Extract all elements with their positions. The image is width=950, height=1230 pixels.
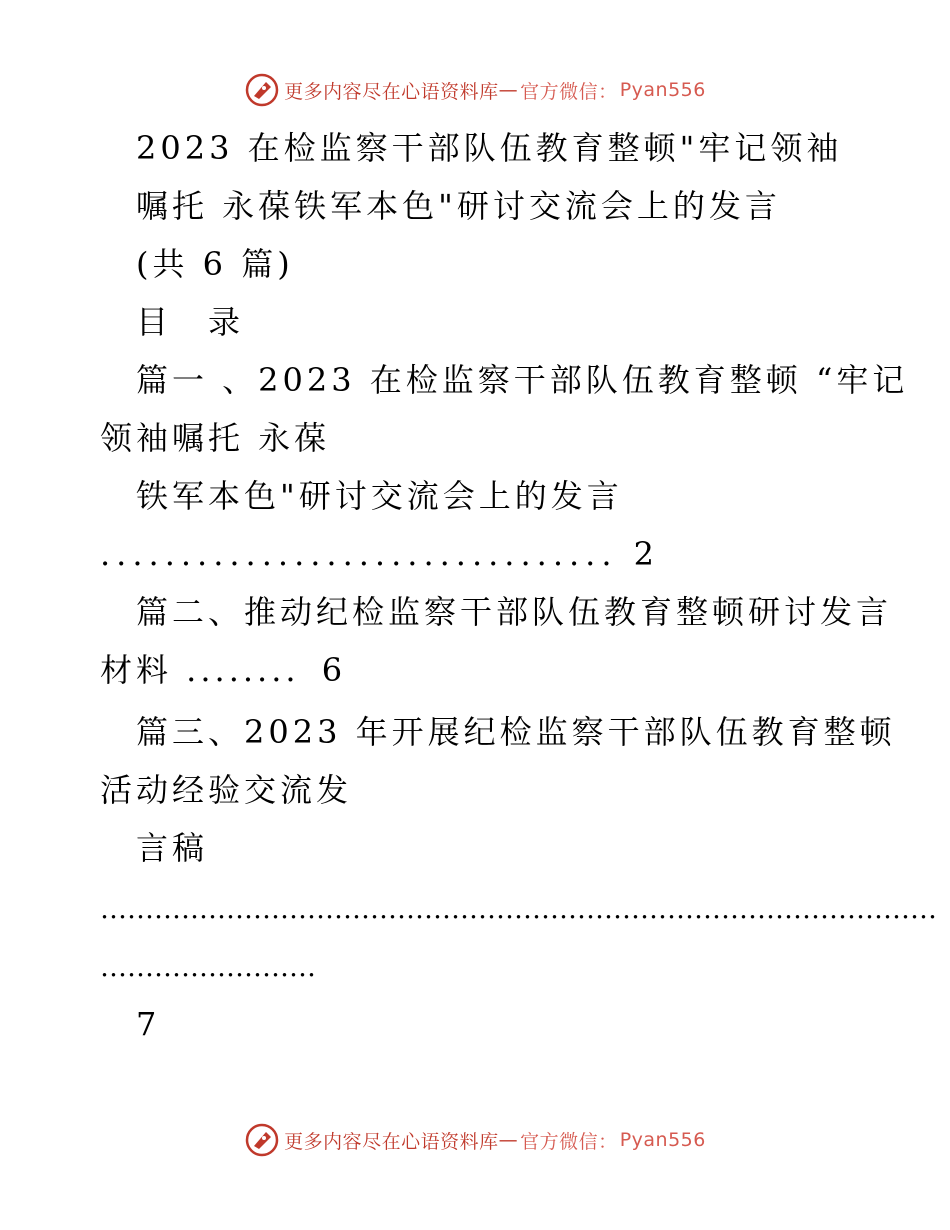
toc-entry-3-page: 7 [136,1005,161,1043]
toc-entry-3-leader-1: ………………………………………………………………………………… [100,894,937,925]
document-title-line-1: 2023 在检监察干部队伍教育整顿"牢记领袖 [136,129,843,167]
pen-nib-seal-icon [244,1122,280,1158]
watermark-wechat-label: 官方微信： [520,1130,618,1153]
toc-entry-2-prefix: 材料 ........ [100,651,300,689]
watermark-dash: — [498,79,519,101]
toc-entry-3-line-3: 言稿 [136,829,209,867]
toc-entry-1-line-2: 领袖嘱托 永葆 [100,419,331,457]
toc-entry-3-line-1: 篇三、2023 年开展纪检监察干部队伍教育整顿 [136,713,896,751]
document-title-line-3: (共 6 篇) [136,245,294,283]
document-title-line-2: 嘱托 永葆铁军本色"研讨交流会上的发言 [136,187,781,225]
watermark-dash: — [498,1129,519,1151]
toc-entry-1-line-1: 篇一 、2023 在检监察干部队伍教育整顿 “牢记 [136,361,909,399]
toc-leader-dots: ................................ [100,535,618,573]
watermark-wechat-label: 官方微信： [520,80,618,103]
toc-entry-2-line-1: 篇二、推动纪检监察干部队伍教育整顿研讨发言 [136,593,893,631]
toc-entry-2-line-2 [100,650,346,690]
toc-entry-3-leader-2: …………………… [100,952,316,983]
toc-entry-1-page: 2 [633,535,661,573]
toc-heading: 目 录 [136,303,245,341]
toc-entry-3-line-2: 活动经验交流发 [100,771,353,809]
watermark-site-text[interactable]: 更多内容尽在心语资料库 [284,80,499,103]
watermark-site-text[interactable]: 更多内容尽在心语资料库 [284,1130,499,1153]
watermark-banner-top [0,70,950,110]
watermark-wechat-id: Pyan556 [619,79,706,101]
toc-entry-2-page: 6 [321,651,347,689]
pen-nib-seal-icon [244,72,280,108]
watermark-wechat-id: Pyan556 [619,1129,706,1151]
toc-entry-1-line-3: 铁军本色"研讨交流会上的发言 [136,477,623,515]
toc-entry-1-leader [100,534,660,574]
watermark-banner-bottom [0,1120,950,1160]
